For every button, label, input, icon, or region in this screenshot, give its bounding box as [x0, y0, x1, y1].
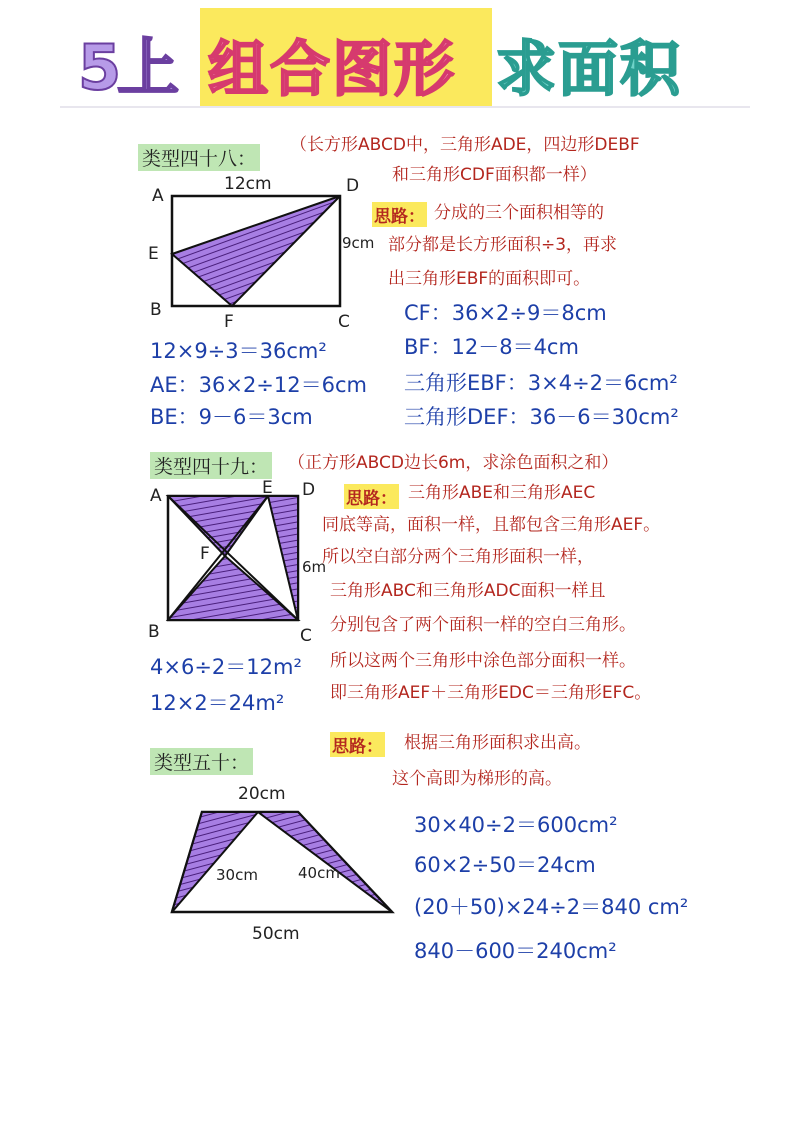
section50-tag: 类型五十：	[150, 748, 253, 775]
title-divider	[60, 106, 750, 108]
label-right-diag: 40cm	[298, 864, 340, 882]
label-e: E	[148, 244, 159, 264]
section48-calc-4: CF：36×2÷9＝8cm	[404, 301, 607, 325]
section48-problem-1: （长方形ABCD中，三角形ADE，四边形DEBF	[290, 135, 640, 155]
shaded-triangle-def	[172, 196, 340, 306]
label-left-diag: 30cm	[216, 866, 258, 884]
label-f: F	[224, 312, 234, 332]
section50-calc-4: 840－600＝240cm²	[414, 939, 617, 963]
section48-key: 思路：	[372, 202, 427, 227]
label-bottom-base: 50cm	[252, 924, 300, 944]
label-a-49: A	[150, 486, 162, 506]
section48-problem-2: 和三角形CDF面积都一样）	[392, 165, 597, 185]
section48-calc-6: 三角形EBF：3×4÷2＝6cm²	[404, 371, 678, 395]
label-f-49: F	[200, 544, 210, 564]
section49-problem: （正方形ABCD边长6m，求涂色面积之和）	[288, 453, 619, 473]
label-c-49: C	[300, 626, 312, 646]
label-c: C	[338, 312, 350, 332]
section49-idea-3: 所以空白部分两个三角形面积一样，	[322, 547, 594, 567]
section50-key: 思路：	[330, 732, 385, 757]
section49-key: 思路：	[344, 484, 399, 509]
section50-idea-2: 这个高即为梯形的高。	[392, 769, 562, 789]
section48-idea-2: 部分都是长方形面积÷3，再求	[388, 235, 618, 255]
section49-idea-2: 同底等高，面积一样，且都包含三角形AEF。	[322, 515, 661, 535]
section49-calc-2: 12×2＝24m²	[150, 691, 285, 715]
title-grade: 5上	[78, 31, 176, 104]
label-top-base: 20cm	[238, 784, 286, 804]
shaded-triangle-aef	[168, 496, 268, 556]
section49-tag: 类型四十九：	[150, 452, 272, 479]
section49-idea-1: 三角形ABE和三角形AEC	[408, 483, 596, 503]
label-d: D	[346, 176, 360, 196]
section49-idea-6: 所以这两个三角形中涂色部分面积一样。	[330, 651, 636, 671]
shaded-triangle-right	[258, 812, 392, 912]
section50-calc-2: 60×2÷50＝24cm	[414, 853, 596, 877]
title-goal: 求面积	[496, 35, 682, 105]
label-right-length: 9cm	[342, 234, 375, 252]
label-side-49: 6m	[302, 558, 327, 576]
title-topic: 组合图形	[208, 35, 456, 105]
section48-idea-1: 分成的三个面积相等的	[434, 203, 604, 223]
section50-idea-1: 根据三角形面积求出高。	[404, 733, 591, 753]
section50-calc-1: 30×40÷2＝600cm²	[414, 813, 618, 837]
label-b-49: B	[148, 622, 160, 642]
section49-idea-4: 三角形ABC和三角形ADC面积一样且	[330, 581, 606, 601]
label-e-49: E	[262, 478, 273, 498]
section48-tag: 类型四十八：	[138, 144, 260, 171]
section48-calc-2: AE：36×2÷12＝6cm	[150, 373, 367, 397]
section48-calc-1: 12×9÷3＝36cm²	[150, 339, 327, 363]
section49-idea-7: 即三角形AEF＋三角形EDC＝三角形EFC。	[330, 683, 652, 703]
section49-calc-1: 4×6÷2＝12m²	[150, 655, 302, 679]
section48-idea-3: 出三角形EBF的面积即可。	[388, 269, 591, 289]
section48-calc-3: BE：9－6＝3cm	[150, 405, 313, 429]
trapezoid-diagram	[160, 790, 410, 930]
shaded-triangle-left	[172, 812, 258, 912]
label-b: B	[150, 300, 162, 320]
section50-calc-3: (20＋50)×24÷2＝840 cm²	[414, 895, 689, 919]
shaded-triangle-efc	[168, 556, 298, 620]
label-top-length: 12cm	[224, 174, 272, 194]
section48-calc-5: BF：12－8＝4cm	[404, 335, 579, 359]
label-d-49: D	[302, 480, 316, 500]
section48-calc-7: 三角形DEF：36－6＝30cm²	[404, 405, 679, 429]
section49-idea-5: 分别包含了两个面积一样的空白三角形。	[330, 615, 636, 635]
label-a: A	[152, 186, 164, 206]
